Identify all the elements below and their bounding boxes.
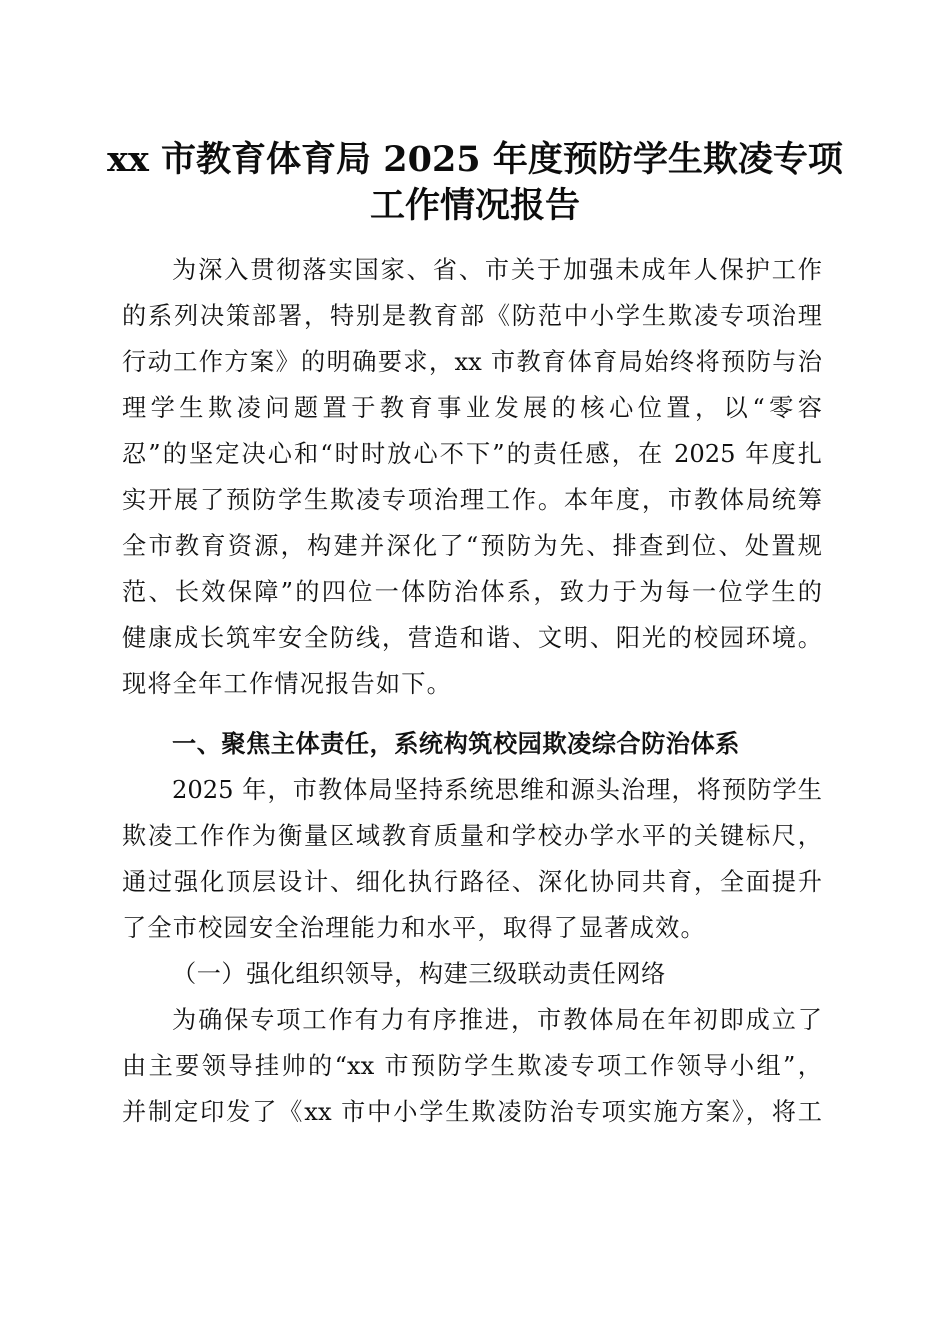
body-text-line: 全市教育资源，构建并深化了“预防为先、排查到位、处置规 xyxy=(122,532,822,560)
document-title-line-2: 工作情况报告 xyxy=(369,185,580,226)
body-text-line: 2025 年，市教体局坚持系统思维和源头治理，将预防学生 xyxy=(172,776,822,804)
body-text-line: 通过强化顶层设计、细化执行路径、深化协同共育，全面提升 xyxy=(122,868,822,896)
document-title-line-1: xx 市教育体育局 2025 年度预防学生欺凌专项 xyxy=(107,139,843,180)
body-text-line: 并制定印发了《xx 市中小学生欺凌防治专项实施方案》，将工 xyxy=(122,1098,822,1126)
body-text-line: 忍”的坚定决心和“时时放心不下”的责任感，在 2025 年度扎 xyxy=(122,440,822,468)
body-text-line: 行动工作方案》的明确要求，xx 市教育体育局始终将预防与治 xyxy=(122,348,822,376)
body-text-line: 健康成长筑牢安全防线，营造和谐、文明、阳光的校园环境。 xyxy=(122,624,822,652)
body-text-line: 的系列决策部署，特别是教育部《防范中小学生欺凌专项治理 xyxy=(122,302,822,330)
body-text-line: 为确保专项工作有力有序推进，市教体局在年初即成立了 xyxy=(172,1006,822,1034)
body-text-line: 欺凌工作作为衡量区域教育质量和学校办学水平的关键标尺， xyxy=(122,822,822,850)
body-text-line: 实开展了预防学生欺凌专项治理工作。本年度，市教体局统筹 xyxy=(122,486,822,514)
body-text-line: 现将全年工作情况报告如下。 xyxy=(122,670,453,698)
body-text-line: 理学生欺凌问题置于教育事业发展的核心位置，以“零容 xyxy=(122,394,822,422)
body-text-line: 了全市校园安全治理能力和水平，取得了显著成效。 xyxy=(122,914,706,942)
subsection-heading-1: （一）强化组织领导，构建三级联动责任网络 xyxy=(172,960,666,988)
section-heading-1: 一、聚焦主体责任，系统构筑校园欺凌综合防治体系 xyxy=(172,730,740,758)
body-text-line: 为深入贯彻落实国家、省、市关于加强未成年人保护工作 xyxy=(172,256,822,284)
body-text-line: 范、长效保障”的四位一体防治体系，致力于为每一位学生的 xyxy=(122,578,822,606)
body-text-line: 由主要领导挂帅的“xx 市预防学生欺凌专项工作领导小组”， xyxy=(122,1052,822,1080)
